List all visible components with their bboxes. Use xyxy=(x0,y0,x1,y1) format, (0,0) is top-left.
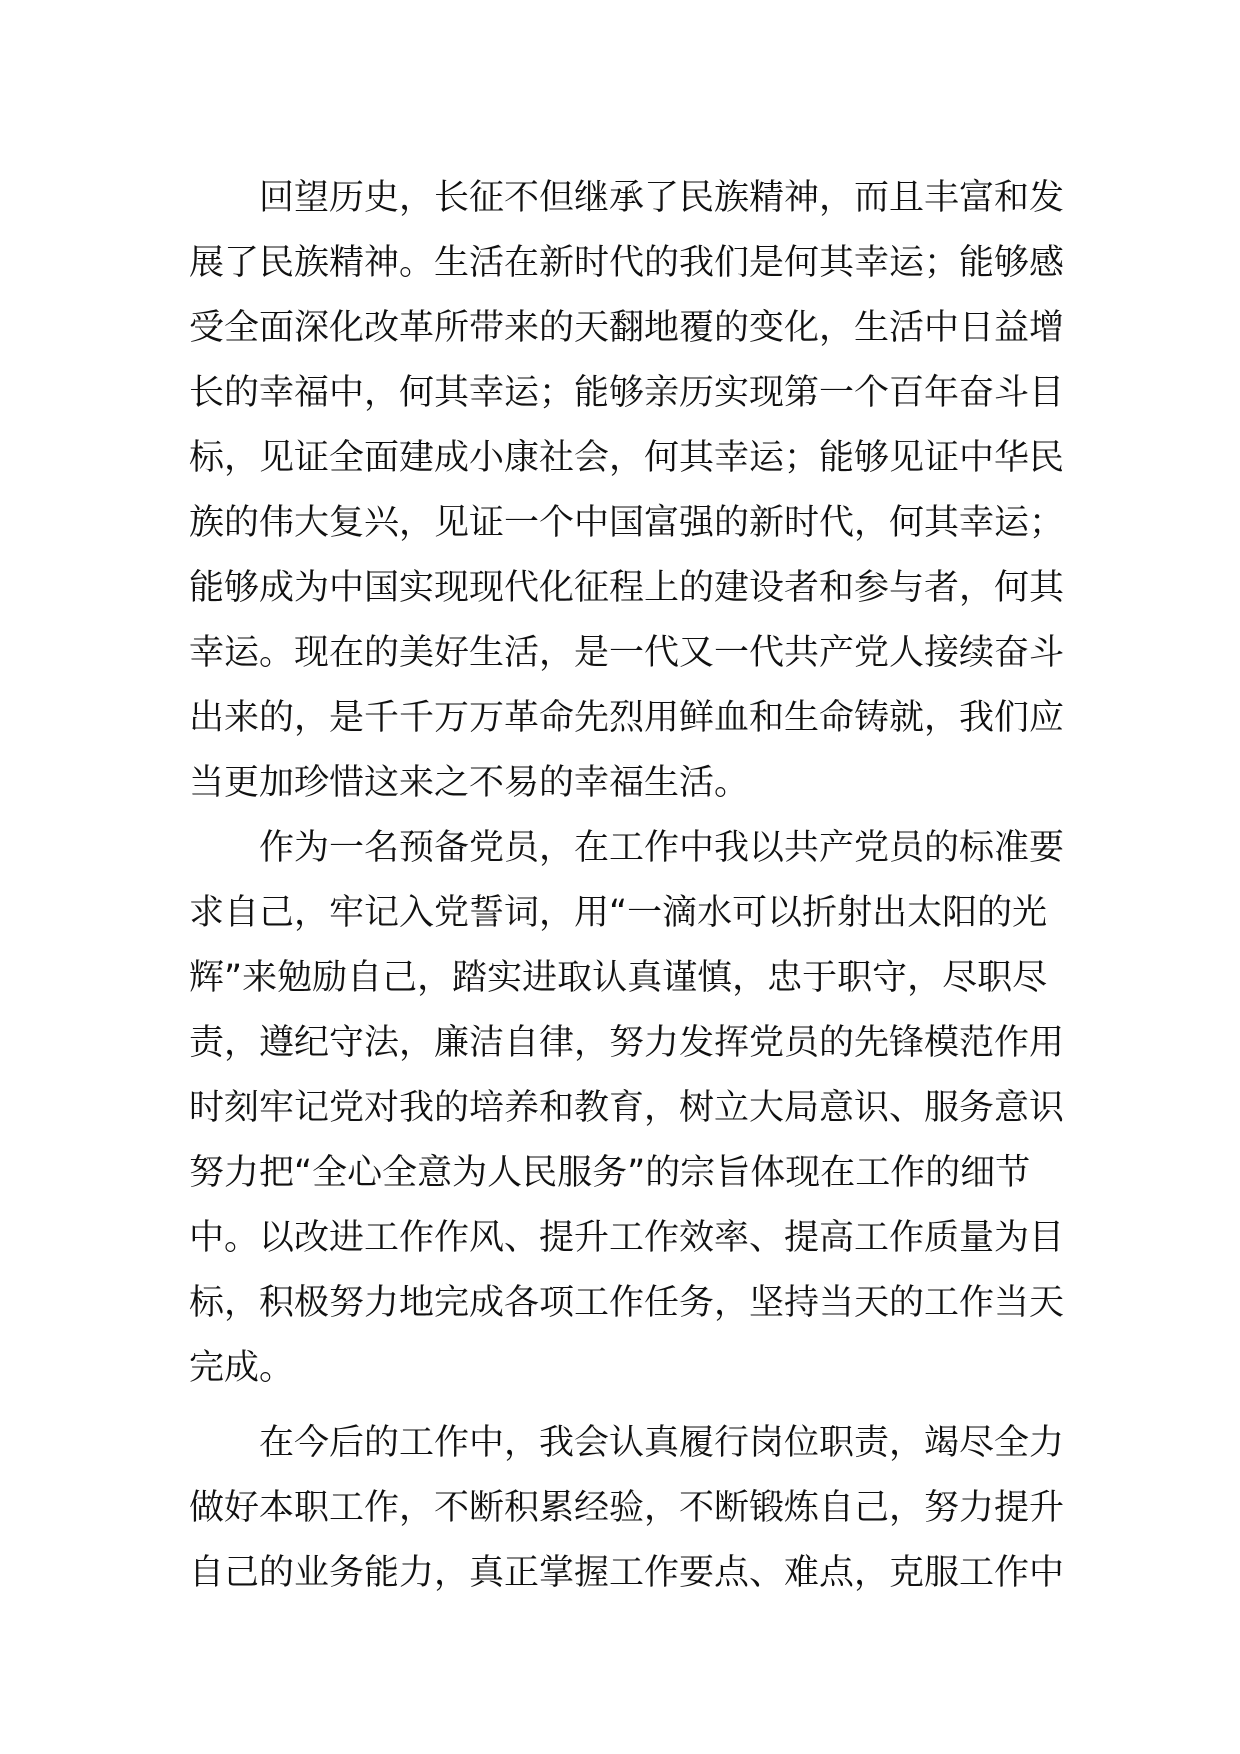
text-line: 在今后的工作中，我会认真履行岗位职责，竭尽全力 xyxy=(189,1423,1065,1463)
text-line: 出来的，是千千万万革命先烈用鲜血和生命铸就，我们应 xyxy=(189,698,1065,738)
text-line: 努力把“全心全意为人民服务”的宗旨体现在工作的细节 xyxy=(189,1153,1031,1193)
text-line: 展了民族精神。生活在新时代的我们是何其幸运；能够感 xyxy=(189,243,1065,283)
paragraph-1 xyxy=(189,166,1065,816)
text-line: 中。以改进工作作风、提升工作效率、提高工作质量为目 xyxy=(189,1218,1065,1258)
text-line: 自己的业务能力，真正掌握工作要点、难点，克服工作中 xyxy=(189,1553,1065,1593)
text-line: 求自己，牢记入党誓词，用“一滴水可以折射出太阳的光 xyxy=(189,893,1048,933)
text-line: 责，遵纪守法，廉洁自律，努力发挥党员的先锋模范作用 xyxy=(189,1023,1065,1063)
body-text xyxy=(189,166,1065,1606)
text-line: 做好本职工作，不断积累经验，不断锻炼自己，努力提升 xyxy=(189,1488,1065,1528)
text-line: 回望历史，长征不但继承了民族精神，而且丰富和发 xyxy=(189,178,1065,218)
text-line: 时刻牢记党对我的培养和教育，树立大局意识、服务意识 xyxy=(189,1088,1065,1128)
text-line: 作为一名预备党员，在工作中我以共产党员的标准要 xyxy=(189,828,1065,868)
text-line: 标，积极努力地完成各项工作任务，坚持当天的工作当天 xyxy=(189,1283,1065,1323)
paragraph-3 xyxy=(189,1411,1065,1606)
text-line: 幸运。现在的美好生活，是一代又一代共产党人接续奋斗 xyxy=(189,633,1065,673)
text-line: 当更加珍惜这来之不易的幸福生活。 xyxy=(189,763,750,803)
text-line: 辉”来勉励自己，踏实进取认真谨慎，忠于职守，尽职尽 xyxy=(189,958,1048,998)
text-line: 受全面深化改革所带来的天翻地覆的变化，生活中日益增 xyxy=(189,308,1065,348)
text-line: 族的伟大复兴，见证一个中国富强的新时代，何其幸运； xyxy=(189,503,1065,543)
text-line: 完成。 xyxy=(189,1348,295,1388)
paragraph-2 xyxy=(189,816,1065,1401)
text-line: 能够成为中国实现现代化征程上的建设者和参与者，何其 xyxy=(189,568,1065,608)
text-line: 标，见证全面建成小康社会，何其幸运；能够见证中华民 xyxy=(189,438,1065,478)
text-line: 长的幸福中，何其幸运；能够亲历实现第一个百年奋斗目 xyxy=(189,373,1065,413)
